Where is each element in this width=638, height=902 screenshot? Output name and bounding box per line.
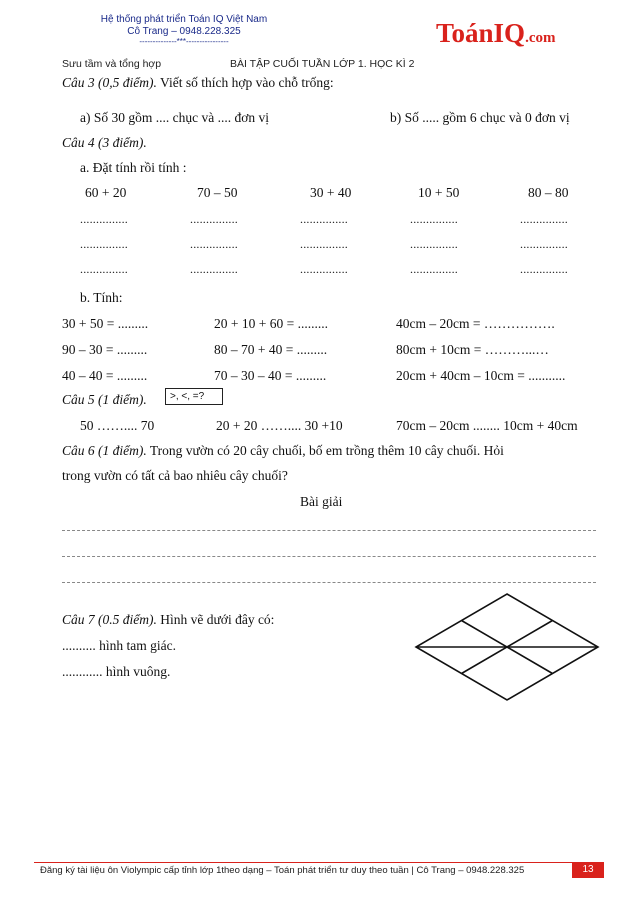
q4-b-r2c1: 90 – 30 = ......... (62, 342, 148, 357)
q4-b-r3c2: 70 – 30 – 40 = ......... (214, 368, 327, 383)
dots: ............... (520, 212, 568, 226)
answer-line-2 (62, 556, 596, 557)
q4-title (62, 135, 147, 151)
q5-item-2: 20 + 20 …….... 30 +10 (216, 418, 343, 433)
q7-text: Hình vẽ dưới đây có: (160, 612, 275, 627)
q5-compare-box: >, <, =? (165, 388, 223, 405)
q4-b-r3c3: 20cm + 40cm – 10cm = ........... (396, 368, 566, 383)
dots: ............... (520, 237, 568, 251)
dots: ............... (80, 212, 128, 226)
q4-b-r1c1: 30 + 50 = ......... (62, 316, 149, 331)
header-separator: --------------***---------------- (139, 37, 229, 46)
q6-solution-label: Bài giải (300, 494, 343, 509)
q4-part-a-label: a. Đặt tính rồi tính : (80, 160, 187, 175)
q7-triangle-count: .......... hình tam giác. (62, 638, 176, 653)
q4-b-r1c2: 20 + 10 + 60 = ......... (214, 316, 328, 331)
q7-square-count: ............ hình vuông. (62, 664, 171, 679)
q5-item-3: 70cm – 20cm ........ 10cm + 40cm (396, 418, 578, 433)
dots: ............... (410, 212, 458, 226)
q3-heading (62, 75, 334, 91)
rhombus-figure (412, 590, 602, 704)
dots: ............... (80, 237, 128, 251)
answer-line-3 (62, 582, 596, 583)
q6-text-1: Trong vườn có 20 cây chuối, bố em trồng thêm 10 cây chuối. Hỏi (149, 443, 504, 458)
q5-title (62, 392, 147, 408)
dots: ............... (300, 212, 348, 226)
q4-expr-4: 10 + 50 (418, 185, 460, 200)
dots: ............... (410, 262, 458, 276)
logo-suffix: .com (525, 30, 556, 46)
q5-title-text: Câu 5 (1 điểm). (62, 392, 147, 407)
q7-line (62, 612, 274, 628)
q3-instruction: Viết số thích hợp vào chỗ trống: (160, 75, 334, 90)
q5-item-1: 50 …….... 70 (80, 418, 155, 433)
q4-b-r3c1: 40 – 40 = ......... (62, 368, 148, 383)
q4-b-r1c3: 40cm – 20cm = ……………. (396, 316, 555, 331)
dots: ............... (190, 237, 238, 251)
dots: ............... (80, 262, 128, 276)
q6-text-2: trong vườn có tất cả bao nhiêu cây chuối? (62, 468, 288, 483)
q4-b-r2c2: 80 – 70 + 40 = ......... (214, 342, 328, 357)
header-contact: Cô Trang – 0948.228.325 (127, 26, 241, 37)
q3-title: Câu 3 (0,5 điểm). (62, 75, 157, 90)
q4-expr-2: 70 – 50 (197, 185, 238, 200)
dots: ............... (190, 262, 238, 276)
header-left-label: Sưu tầm và tổng hợp (62, 58, 162, 70)
header-title: BÀI TẬP CUỐI TUẦN LỚP 1. HỌC KÌ 2 (230, 58, 415, 70)
logo-main: ToánIQ (436, 18, 526, 48)
dots: ............... (410, 237, 458, 251)
dots: ............... (300, 262, 348, 276)
q6-title: Câu 6 (1 điểm). (62, 443, 147, 458)
footer-text: Đăng ký tài liệu ôn Violympic cấp tỉnh lớp 1theo dạng – Toán phát triển tư duy theo tuần | Cô Trang – 0948.228.325 (40, 865, 525, 876)
q4-expr-3: 30 + 40 (310, 185, 352, 200)
footer-rule (34, 862, 604, 863)
answer-line-1 (62, 530, 596, 531)
q3-part-a: a) Số 30 gồm .... chục và .... đơn vị (80, 110, 269, 125)
dots: ............... (300, 237, 348, 251)
brand-logo (436, 18, 555, 49)
q3-part-b: b) Số ..... gồm 6 chục và 0 đơn vị (390, 110, 570, 125)
q4-expr-1: 60 + 20 (85, 185, 127, 200)
q4-title-text: Câu 4 (3 điểm). (62, 135, 147, 150)
q4-part-b-label: b. Tính: (80, 290, 123, 305)
dots: ............... (190, 212, 238, 226)
dots: ............... (520, 262, 568, 276)
page-number: 13 (572, 862, 604, 878)
q4-b-r2c3: 80cm + 10cm = ………...… (396, 342, 549, 357)
q7-title: Câu 7 (0.5 điểm). (62, 612, 157, 627)
header-org-name: Hệ thống phát triển Toán IQ Việt Nam (100, 14, 268, 25)
q6-line-1 (62, 443, 504, 459)
q4-expr-5: 80 – 80 (528, 185, 569, 200)
